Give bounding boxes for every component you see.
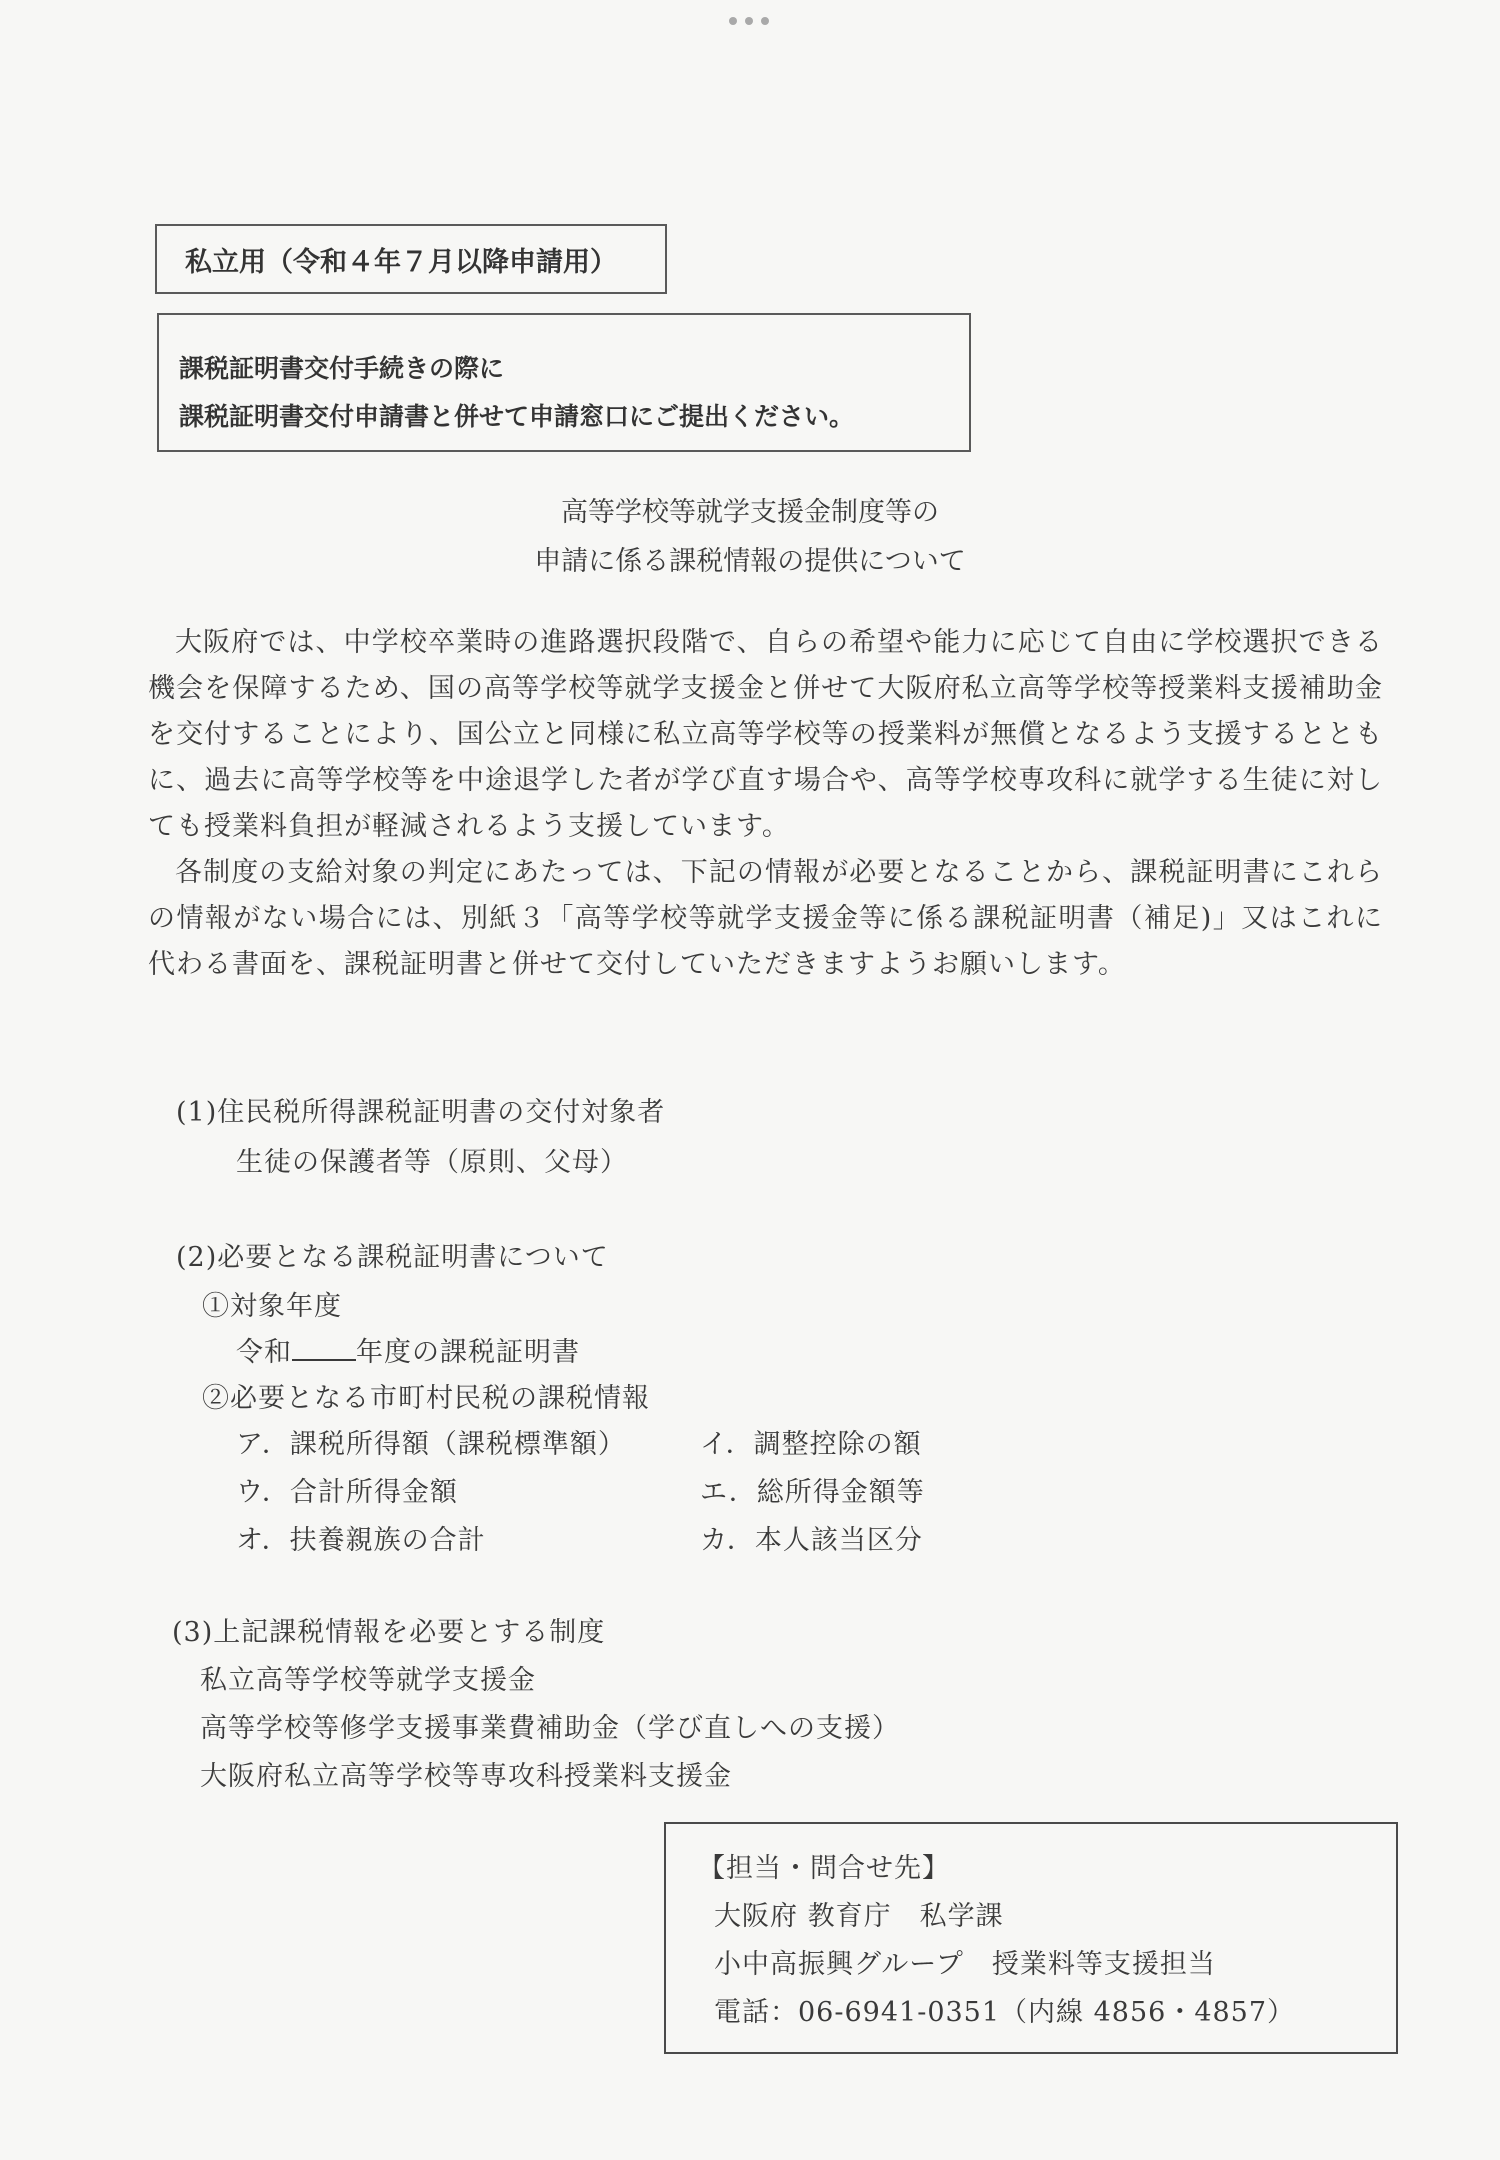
program-item: 大阪府私立高等学校等専攻科授業料支援金 bbox=[200, 1761, 732, 1792]
document-title-line1: 高等学校等就学支援金制度等の bbox=[561, 497, 939, 528]
tax-info-item: イ．調整控除の額 bbox=[700, 1429, 922, 1460]
year-blank bbox=[292, 1337, 356, 1361]
body-paragraph-1: 大阪府では、中学校卒業時の進路選択段階で、自らの希望や能力に応じて自由に学校選択できる機会を保障するため、国の高等学校等就学支援金と併せて大阪府私立高等学校等授業料支援補助金を交付することにより、国公立と同様に私立高等学校等の授業料が無償となるよう支援するとともに、過去に高等学校等を中途退学した者が学び直す場合や、高等学校専攻科に就学する生徒に対しても授業料負担が軽減されるよう支援しています。 bbox=[148, 627, 1383, 842]
section2-sub1-heading: ①対象年度 bbox=[202, 1291, 342, 1322]
submission-note-line: 課税証明書交付申請書と併せて申請窓口にご提出ください。 bbox=[179, 402, 855, 431]
tax-info-item: ウ．合計所得金額 bbox=[236, 1477, 458, 1508]
program-item: 高等学校等修学支援事業費補助金（学び直しへの支援） bbox=[200, 1713, 900, 1744]
tax-info-item: カ．本人該当区分 bbox=[700, 1525, 923, 1556]
tax-info-item: オ．扶養親族の合計 bbox=[236, 1525, 486, 1556]
document-title-line2: 申請に係る課税情報の提供について bbox=[534, 546, 966, 577]
submission-note-box bbox=[157, 313, 971, 452]
submission-note-line: 課税証明書交付手続きの際に bbox=[179, 354, 505, 383]
tax-info-item: エ．総所得金額等 bbox=[700, 1477, 925, 1508]
dot bbox=[729, 17, 737, 25]
contact-group: 小中高振興グループ 授業料等支援担当 bbox=[714, 1949, 1216, 1980]
section3-heading: (3)上記課税情報を必要とする制度 bbox=[172, 1617, 606, 1648]
section2-heading: (2)必要となる課税証明書について bbox=[176, 1242, 609, 1273]
target-year-prefix: 令和 bbox=[236, 1337, 292, 1368]
more-options-icon[interactable] bbox=[726, 14, 772, 28]
application-type-label: 私立用（令和４年７月以降申請用） bbox=[185, 246, 617, 278]
section2-sub2-heading: ②必要となる市町村民税の課税情報 bbox=[202, 1383, 650, 1414]
dot bbox=[761, 17, 769, 25]
contact-heading: 【担当・問合せ先】 bbox=[698, 1853, 950, 1884]
tax-info-item: ア．課税所得額（課税標準額） bbox=[236, 1429, 626, 1460]
dot bbox=[745, 17, 753, 25]
target-year-line bbox=[236, 1330, 580, 1369]
application-type-box bbox=[155, 224, 667, 294]
program-item: 私立高等学校等就学支援金 bbox=[200, 1665, 536, 1696]
target-year-suffix: 年度の課税証明書 bbox=[356, 1337, 580, 1368]
section1-content: 生徒の保護者等（原則、父母） bbox=[236, 1147, 628, 1178]
contact-phone: 電話：06-6941-0351（内線 4856・4857） bbox=[714, 1997, 1296, 2028]
section1-heading: (1)住民税所得課税証明書の交付対象者 bbox=[176, 1097, 666, 1128]
contact-box bbox=[664, 1822, 1398, 2054]
contact-department: 大阪府 教育庁 私学課 bbox=[714, 1901, 1004, 1932]
body-paragraph-2: 各制度の支給対象の判定にあたっては、下記の情報が必要となることから、課税証明書にこれらの情報がない場合には、別紙３「高等学校等就学支援金等に係る課税証明書（補足)」又はこれに代わる書面を、課税証明書と併せて交付していただきますようお願いします。 bbox=[148, 857, 1383, 980]
